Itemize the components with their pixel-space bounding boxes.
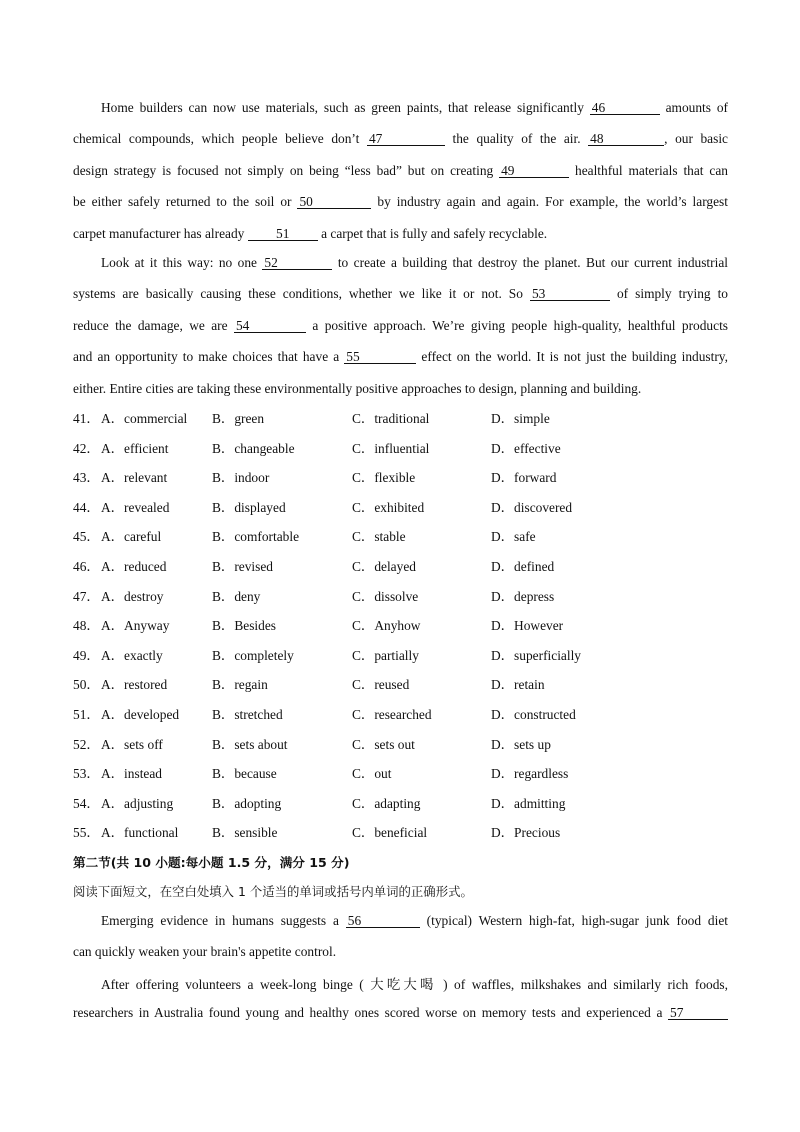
- option-row-47: [73, 586, 733, 606]
- option-row-52: [73, 734, 733, 754]
- answer-blank-48: 48: [588, 132, 664, 146]
- text-segment: either. Entire cities are taking these environmentally positive approaches to design, planning and building.: [73, 381, 642, 396]
- option-row-43: [73, 467, 733, 487]
- text-line: [73, 318, 728, 334]
- option-d: D．Precious: [491, 825, 561, 841]
- text-segment: the quality of the air.: [452, 131, 581, 146]
- option-c: C．partially: [352, 647, 419, 663]
- text-segment: and an opportunity to make choices that have a: [73, 349, 340, 364]
- answer-blank-54: 54: [234, 319, 306, 333]
- answer-blank-49: 49: [499, 164, 569, 178]
- question-number: 41．: [73, 411, 100, 426]
- text-segment: Emerging evidence in humans suggests a: [101, 913, 339, 928]
- option-b: B．regain: [212, 677, 268, 693]
- question-number: 44．: [73, 499, 100, 515]
- text-segment: chemical compounds, which people believe don’t: [73, 131, 360, 146]
- option-b: B．displayed: [212, 499, 286, 515]
- answer-blank-47: 47: [367, 132, 445, 146]
- text-segment: by industry again and again. For example, the world’s largest: [377, 194, 728, 209]
- option-c: C．sets out: [352, 736, 415, 752]
- question-number: 53．: [73, 766, 100, 782]
- option-b: B．revised: [212, 559, 273, 574]
- answer-blank-50: 50: [297, 195, 371, 209]
- option-b: B．sets about: [212, 736, 288, 752]
- option-c: C．influential: [352, 440, 430, 456]
- option-a: A．functional: [101, 825, 179, 841]
- section-instruction: 阅读下面短文，在空白处填入 1 个适当的单词或括号内单词的正确形式。: [73, 884, 473, 899]
- text-segment: Home builders can now use materials, such as green paints, that release significantly: [101, 100, 584, 115]
- option-c: C．beneficial: [352, 825, 428, 841]
- option-d: D．forward: [491, 470, 557, 486]
- option-a: A．sets off: [101, 736, 163, 752]
- text-line: [73, 944, 336, 960]
- question-number: 51．: [73, 707, 100, 722]
- question-number: 43．: [73, 470, 100, 486]
- option-b: B．completely: [212, 647, 294, 663]
- text-line: [101, 255, 728, 271]
- option-a: A．exactly: [101, 647, 163, 663]
- question-number: 47．: [73, 588, 100, 604]
- option-c: C．exhibited: [352, 499, 425, 515]
- option-b: B．Besides: [212, 618, 276, 634]
- answer-blank-53: 53: [530, 287, 610, 301]
- question-number: 55．: [73, 825, 100, 841]
- option-c: C．adapting: [352, 795, 421, 811]
- text-line: [73, 194, 728, 210]
- text-line: [73, 286, 728, 302]
- text-line: [73, 131, 728, 147]
- option-d: D．depress: [491, 588, 555, 604]
- text-segment: to create a building that destroy the planet. But our current industrial: [337, 255, 728, 270]
- option-d: D．admitting: [491, 795, 566, 811]
- option-d: D．superficially: [491, 647, 581, 663]
- option-d: D．simple: [491, 411, 550, 426]
- option-b: B．comfortable: [212, 529, 300, 545]
- option-a: A．instead: [101, 766, 162, 782]
- option-b: B．changeable: [212, 440, 295, 456]
- text-segment: effect on the world. It is not just the building industry,: [421, 349, 728, 364]
- question-number: 52．: [73, 736, 100, 752]
- option-c: C．reused: [352, 677, 410, 693]
- text-line: [101, 100, 728, 116]
- text-line: [73, 1005, 728, 1021]
- option-d: D．sets up: [491, 736, 551, 752]
- answer-blank-56: 56: [346, 914, 420, 928]
- option-d: D．However: [491, 618, 564, 634]
- option-row-53: [73, 763, 733, 783]
- question-number: 49．: [73, 647, 100, 663]
- question-number: 42．: [73, 440, 100, 456]
- question-number: 50．: [73, 677, 100, 693]
- option-a: A．developed: [101, 707, 180, 722]
- option-a: A．adjusting: [101, 795, 174, 811]
- option-b: B．sensible: [212, 825, 278, 841]
- text-segment: , our basic: [664, 131, 728, 146]
- option-row-49: [73, 645, 733, 665]
- text-line: [73, 226, 547, 242]
- section-heading: 第二节(共 10 小题:每小题 1.5 分，满分 15 分): [73, 855, 350, 870]
- option-b: B．deny: [212, 588, 261, 604]
- option-a: A．reduced: [101, 559, 167, 574]
- option-row-54: [73, 793, 733, 813]
- option-d: D．safe: [491, 529, 536, 545]
- option-row-55: [73, 822, 733, 842]
- option-c: C．delayed: [352, 559, 416, 574]
- answer-blank-46: 46: [590, 101, 660, 115]
- question-number: 48．: [73, 618, 100, 634]
- text-segment: can quickly weaken your brain's appetite control.: [73, 944, 337, 959]
- option-c: C．traditional: [352, 411, 430, 426]
- option-a: A．destroy: [101, 588, 164, 604]
- option-d: D．retain: [491, 677, 545, 693]
- option-b: B．adopting: [212, 795, 282, 811]
- text-line: [101, 974, 728, 993]
- option-a: A．restored: [101, 677, 168, 693]
- text-line: [73, 163, 728, 179]
- text-segment: (typical) Western high-fat, high-sugar junk food diet: [426, 913, 728, 928]
- text-segment: of simply trying to: [616, 286, 729, 301]
- text-segment: reduce the damage, we are: [73, 318, 228, 333]
- text-line: [73, 381, 641, 397]
- option-b: B．because: [212, 766, 277, 782]
- option-row-51: [73, 704, 733, 724]
- text-segment: After offering volunteers a week-long binge ( 大吃大喝 ) of waffles, milkshakes and similarly rich foods,: [101, 977, 728, 992]
- text-segment: a positive approach. We’re giving people high-quality, healthful products: [312, 318, 729, 333]
- option-c: C．dissolve: [352, 588, 419, 604]
- option-a: A．revealed: [101, 499, 170, 515]
- option-d: D．regardless: [491, 766, 569, 782]
- text-segment: a carpet that is fully and safely recyclable.: [321, 226, 548, 241]
- option-a: A．relevant: [101, 470, 168, 486]
- option-row-41: [73, 408, 733, 428]
- text-segment: healthful materials that can: [575, 163, 728, 178]
- option-d: D．defined: [491, 559, 555, 574]
- option-c: C．out: [352, 766, 392, 782]
- text-segment: systems are basically causing these conditions, whether we like it or not. So: [73, 286, 523, 301]
- text-segment: carpet manufacturer has already: [73, 226, 245, 241]
- option-c: C．researched: [352, 707, 432, 722]
- option-b: B．green: [212, 411, 265, 426]
- option-row-42: [73, 438, 733, 458]
- option-row-44: [73, 497, 733, 517]
- question-number: 45．: [73, 529, 100, 545]
- text-segment: researchers in Australia found young and healthy ones scored worse on memory tests and experienced a: [73, 1005, 663, 1020]
- answer-blank-55: 55: [344, 350, 416, 364]
- option-b: B．indoor: [212, 470, 270, 486]
- option-row-50: [73, 674, 733, 694]
- question-number: 54．: [73, 795, 100, 811]
- option-a: A．efficient: [101, 440, 169, 456]
- option-c: C．Anyhow: [352, 618, 421, 634]
- text-line: [73, 349, 728, 365]
- question-number: 46．: [73, 559, 100, 574]
- option-row-48: [73, 615, 733, 635]
- option-d: D．constructed: [491, 707, 576, 722]
- option-a: A．careful: [101, 529, 162, 545]
- option-a: A．Anyway: [101, 618, 170, 634]
- option-b: B．stretched: [212, 707, 283, 722]
- option-a: A．commercial: [101, 411, 188, 426]
- option-c: C．stable: [352, 529, 406, 545]
- answer-blank-57: 57: [668, 1006, 728, 1020]
- text-segment: Look at it this way: no one: [101, 255, 257, 270]
- text-segment: design strategy is focused not simply on being “less bad” but on creating: [73, 163, 494, 178]
- text-line: [101, 913, 728, 929]
- option-row-45: [73, 526, 733, 546]
- option-d: D．effective: [491, 440, 561, 456]
- answer-blank-52: 52: [262, 256, 332, 270]
- answer-blank-51: 51: [248, 227, 318, 241]
- option-d: D．discovered: [491, 499, 573, 515]
- text-segment: be either safely returned to the soil or: [73, 194, 292, 209]
- option-row-46: [73, 556, 733, 576]
- text-segment: amounts of: [665, 100, 728, 115]
- option-c: C．flexible: [352, 470, 416, 486]
